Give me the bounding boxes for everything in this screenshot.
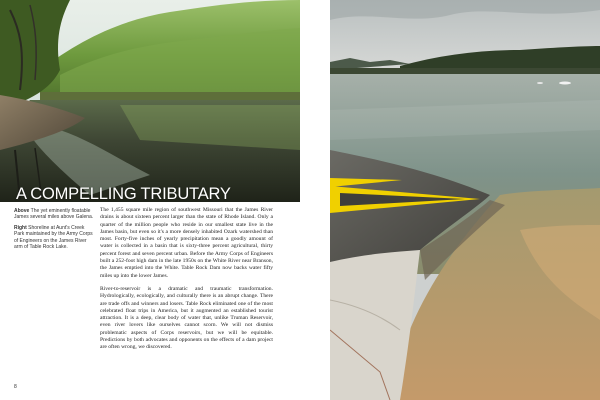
article-paragraph: The 1,455 square mile region of southwest Missouri that the James River drains is about sixteen percent larger than the state of Rhode Island. Only a quarter of the million people who reside in our smallest state live in the James basin, but even so it's a more densely inhabited Ozark watershed than most. Forty-five inches of yearly precipitation mean a goodly amount of water is collected in a basin that is sixty-three percent agricultural, thirty percent forest and seven percent urban. Before the Army Corps of Engineers built a 252-foot high dam in the late 1950s on the White River near Branson, the James emptied into the White. Table Rock Dam now backs water fifty miles up into the lower James. (100, 207, 273, 279)
article-paragraph: River-to-reservoir is a dramatic and traumatic transformation. Hydrologically, ecologically, and culturally there is an abrupt change. There are trade offs and winners and losers. Table Rock eliminated one of the most celebrated float trips in America, but it augmented an established tourist attraction. It is a deep, clear body of water that, unlike Truman Reservoir, even river lovers like ourselves cannot scorn. We will not dismiss problematic aspects of Corps reservoirs, but we will be equitable. Predictions by both advocates and opponents on the effects of a dam project are often wrong, we discovered. (100, 285, 273, 351)
caption-right-text: Shoreline at Aunt's Creek Park maintained by the Army Corps of Engineers on the James River arm of Table Rock Lake. (14, 224, 93, 251)
caption-above-lead: Above (14, 208, 31, 214)
river-photo-illustration (0, 0, 300, 202)
caption-right (14, 225, 96, 251)
caption-above-text: The yet eminently floatable James several miles above Galena. (14, 208, 94, 221)
page-number: 8 (14, 384, 17, 390)
headline: A COMPELLING TRIBUTARY (16, 185, 231, 203)
gutter (300, 0, 330, 400)
lake-shoreline-illustration (330, 0, 600, 400)
river-photo (0, 0, 300, 202)
lake-shoreline-photo (330, 0, 600, 400)
caption-right-lead: Right (14, 224, 29, 231)
caption-above (14, 208, 96, 221)
article-body (100, 207, 273, 358)
photo-captions (14, 208, 96, 254)
